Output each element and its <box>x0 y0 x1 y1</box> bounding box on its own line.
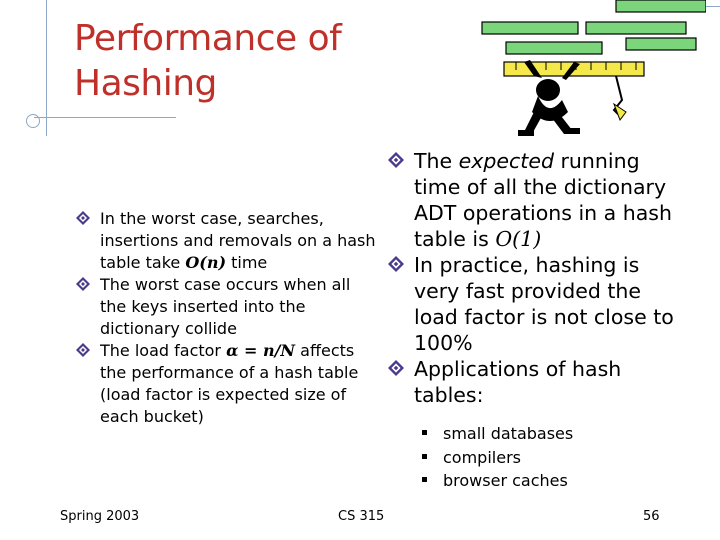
bullet-text: affects the performance of a hash table (load factor is expected size of each bucket) <box>100 341 359 426</box>
slide-title <box>74 16 341 106</box>
list-item <box>76 274 376 340</box>
list-item <box>422 469 573 493</box>
left-bullet-list <box>76 208 376 428</box>
square-bullet-icon <box>422 477 427 482</box>
list-item <box>422 422 573 446</box>
frame-circle-mark <box>26 114 40 128</box>
bullet-text: The <box>414 149 459 173</box>
title-line-2: Hashing <box>74 63 217 104</box>
emphasis-text: expected <box>458 149 554 173</box>
list-item <box>76 340 376 428</box>
list-item <box>422 446 573 470</box>
list-item <box>388 252 688 356</box>
list-item <box>388 148 688 252</box>
sub-bullet-text: browser caches <box>443 471 568 490</box>
bullet-text: In the worst case, searches, insertions and removals on a hash table take <box>100 209 376 272</box>
bullet-text: In practice, hashing is very fast provided the load factor is not close to 100% <box>414 253 674 355</box>
square-bullet-icon <box>422 454 427 459</box>
page-number: 56 <box>643 509 660 524</box>
title-line-1: Performance of <box>74 18 342 59</box>
diamond-bullet-icon <box>388 152 404 168</box>
title-rule-vertical <box>46 0 47 136</box>
diamond-bullet-icon <box>388 256 404 272</box>
bullet-text: time <box>226 253 268 272</box>
bullet-text: The load factor <box>100 341 227 360</box>
diamond-bullet-icon <box>388 360 404 376</box>
list-item <box>388 356 688 408</box>
footer-date: Spring 2003 <box>60 509 140 524</box>
bullet-text: The worst case occurs when all the keys inserted into the dictionary collide <box>100 275 351 338</box>
math-expression: α = n/N <box>226 341 296 360</box>
sub-bullet-list <box>422 422 573 493</box>
bullet-text: running time of all the dictionary ADT operations in a hash table is <box>414 149 672 251</box>
diamond-bullet-icon <box>76 343 90 357</box>
list-item <box>76 208 376 274</box>
math-expression: O(n) <box>185 253 227 272</box>
math-expression: O(1) <box>495 227 542 251</box>
right-bullet-list <box>388 148 688 408</box>
sub-bullet-text: small databases <box>443 424 574 443</box>
bullet-text: Applications of hash tables: <box>414 357 622 407</box>
weightlifter-icon <box>476 0 706 160</box>
square-bullet-icon <box>422 430 427 435</box>
footer-course: CS 315 <box>338 509 385 524</box>
diamond-bullet-icon <box>76 277 90 291</box>
diamond-bullet-icon <box>76 211 90 225</box>
title-rule-horizontal <box>34 117 176 118</box>
sub-bullet-text: compilers <box>443 447 521 467</box>
